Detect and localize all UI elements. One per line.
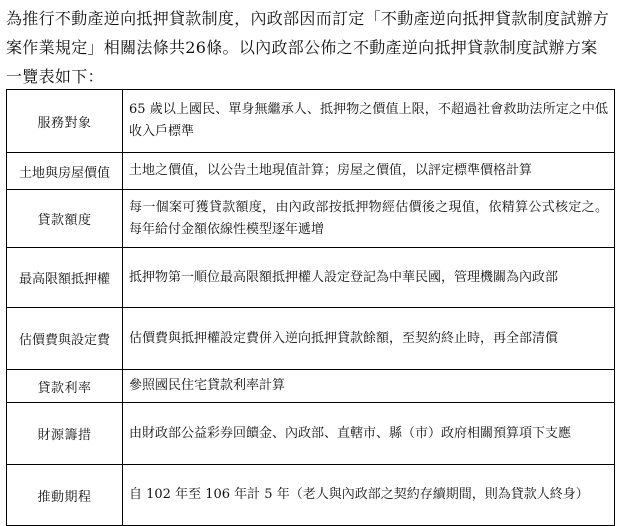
row-content: 65 歲以上國民、單身無繼承人、抵押物之價值上限，不超過社會救助法所定之中低收入戶標準	[123, 90, 615, 153]
row-content: 由財政部公益彩券回饋金、內政部、直轄市、縣（市）政府相關預算項下支應	[123, 403, 615, 465]
row-content: 參照國民住宅貸款利率計算	[123, 370, 615, 403]
table-row	[7, 308, 615, 370]
table-row	[7, 403, 615, 465]
row-label: 服務對象	[7, 90, 123, 153]
row-content: 每一個案可獲貸款額度，由內政部按抵押物經估價後之現值，依精算公式核定之。每年給付金額依線性模型逐年遞增	[123, 190, 615, 248]
row-label: 貸款額度	[7, 190, 123, 248]
row-label: 估價費與設定費	[7, 308, 123, 370]
table-row	[7, 465, 615, 526]
row-content: 自 102 年至 106 年計 5 年（老人與內政部之契約存續期間，則為貸款人終身）	[123, 465, 615, 526]
row-label: 推動期程	[7, 465, 123, 526]
row-content: 土地之價值，以公告土地現值計算；房屋之價值，以評定標準價格計算	[123, 153, 615, 190]
table-row	[7, 190, 615, 248]
table-row	[7, 248, 615, 308]
row-label: 貸款利率	[7, 370, 123, 403]
row-label: 最高限額抵押權	[7, 248, 123, 308]
table-row	[7, 370, 615, 403]
row-content: 抵押物第一順位最高限額抵押權人設定登記為中華民國，管理機關為內政部	[123, 248, 615, 308]
row-label: 財源籌措	[7, 403, 123, 465]
row-content: 估價費與抵押權設定費併入逆向抵押貸款餘額，至契約終止時，再全部清償	[123, 308, 615, 370]
table-row	[7, 90, 615, 153]
row-label: 土地與房屋價值	[7, 153, 123, 190]
intro-paragraph: 為推行不動產逆向抵押貸款制度，內政部因而訂定「不動產逆向抵押貸款制度試辦方案作業規定」相關法條共26條。以內政部公佈之不動產逆向抵押貸款制度試辦方案一覽表如下：	[6, 9, 610, 86]
pilot-program-table	[6, 89, 615, 526]
table-row	[7, 153, 615, 190]
